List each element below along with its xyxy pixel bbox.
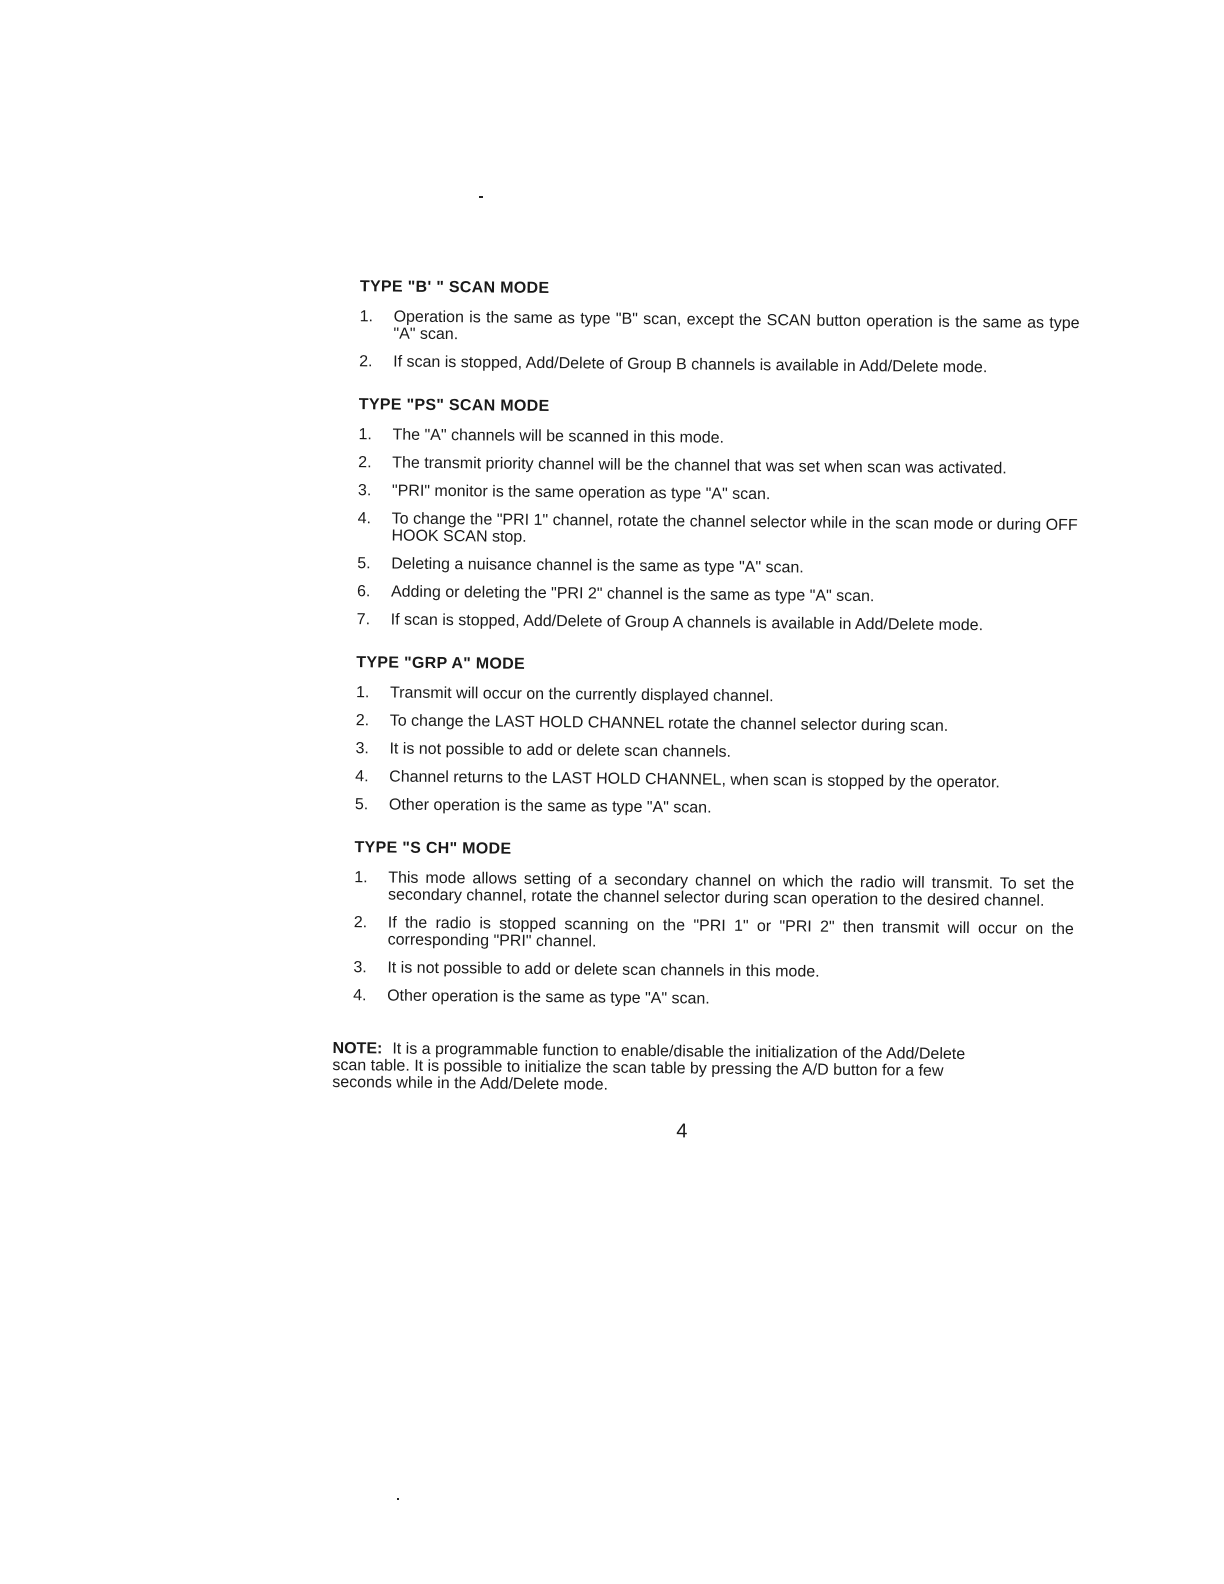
item-number: 3. — [357, 482, 372, 500]
note-text: It is a programmable function to enable/disable the initialization of the Add/Delete scan table. It is possible to initialize the scan table by pressing the A/D button for a few seconds while in the Add/Delete mode. — [332, 1040, 966, 1094]
list-item — [335, 740, 1075, 764]
item-number: 2. — [358, 454, 372, 472]
list-item — [339, 308, 1079, 349]
section-type-s-ch — [333, 839, 1075, 1011]
item-number: 3. — [353, 959, 367, 977]
item-text: It is not possible to add or delete scan channels in this mode. — [387, 959, 820, 981]
section-list — [335, 684, 1076, 820]
list-item — [338, 454, 1078, 478]
item-text: If scan is stopped, Add/Delete of Group B channels is available in Add/Delete mode. — [393, 353, 988, 377]
item-number: 5. — [357, 555, 371, 573]
section-type-ps — [337, 396, 1079, 635]
list-item — [338, 426, 1078, 450]
note-block — [332, 1040, 972, 1097]
section-title: TYPE "PS" SCAN MODE — [358, 396, 550, 416]
list-item — [338, 482, 1078, 506]
section-title: TYPE "GRP A" MODE — [356, 654, 526, 673]
item-text: If scan is stopped, Add/Delete of Group A channels is available in Add/Delete mode. — [390, 611, 984, 635]
item-number: 1. — [355, 684, 370, 702]
list-item — [334, 869, 1074, 910]
item-number: 2. — [359, 353, 373, 371]
item-text: Deleting a nuisance channel is the same as type "A" scan. — [391, 555, 804, 577]
item-text: The "A" channels will be scanned in this mode. — [392, 426, 725, 447]
list-item — [333, 959, 1073, 983]
list-item — [336, 712, 1076, 736]
section-list — [339, 308, 1080, 377]
item-number: 4. — [353, 987, 367, 1005]
list-item — [337, 510, 1077, 551]
section-type-b-prime — [339, 278, 1080, 377]
list-item — [333, 987, 1073, 1011]
list-item — [336, 684, 1076, 708]
item-number: 2. — [355, 712, 370, 730]
item-text: The transmit priority channel will be the channel that was set when scan was activated. — [392, 454, 1007, 478]
section-title: TYPE "S CH" MODE — [354, 839, 512, 858]
list-item — [335, 796, 1075, 820]
item-text: "PRI" monitor is the same operation as type "A" scan. — [391, 482, 771, 504]
list-item — [337, 611, 1077, 635]
section-type-grp-a — [335, 654, 1076, 820]
item-number: 4. — [357, 510, 372, 528]
item-number: 1. — [358, 426, 372, 444]
item-text: Channel returns to the LAST HOLD CHANNEL, when scan is stopped by the operator. — [389, 768, 1000, 792]
item-text: Transmit will occur on the currently displayed channel. — [389, 684, 774, 706]
document-page — [332, 278, 1080, 1147]
scan-speck-bottom — [397, 1498, 399, 1500]
item-text: Operation is the same as type "B" scan, except the SCAN button operation is the same as type "A" scan. — [393, 308, 1080, 344]
item-text: This mode allows setting of a secondary channel on which the radio will transmit. To set the secondary channel, rotate the channel selector during scan operation to the desired channel. — [387, 869, 1075, 910]
item-text: To change the LAST HOLD CHANNEL rotate the channel selector during scan. — [389, 712, 949, 735]
item-number: 6. — [356, 583, 371, 601]
section-title: TYPE "B' " SCAN MODE — [359, 278, 550, 298]
item-number: 2. — [353, 914, 368, 932]
item-text: To change the "PRI 1" channel, rotate the channel selector while in the scan mode or during OFF HOOK SCAN stop. — [391, 510, 1078, 546]
item-text: If the radio is stopped scanning on the "PRI 1" or "PRI 2" then transmit will occur on the corresponding "PRI" channel. — [387, 914, 1074, 951]
list-item — [337, 583, 1077, 607]
item-number: 4. — [355, 768, 369, 786]
page-number: 4 — [676, 1120, 688, 1143]
item-number: 1. — [359, 308, 374, 326]
note-label: NOTE: — [332, 1039, 383, 1058]
section-list — [337, 426, 1079, 635]
scan-speck-top — [479, 196, 483, 198]
list-item — [337, 555, 1077, 579]
list-item — [339, 353, 1079, 377]
item-number: 7. — [356, 611, 371, 629]
item-number: 5. — [354, 796, 369, 814]
item-text: It is not possible to add or delete scan channels. — [389, 740, 732, 761]
item-number: 1. — [354, 869, 368, 887]
list-item — [334, 914, 1074, 955]
item-text: Adding or deleting the "PRI 2" channel is the same as type "A" scan. — [390, 583, 875, 606]
item-text: Other operation is the same as type "A" scan. — [387, 987, 710, 1008]
section-list — [333, 869, 1074, 1011]
item-text: Other operation is the same as type "A" scan. — [388, 796, 712, 817]
list-item — [335, 768, 1075, 792]
item-number: 3. — [355, 740, 369, 758]
